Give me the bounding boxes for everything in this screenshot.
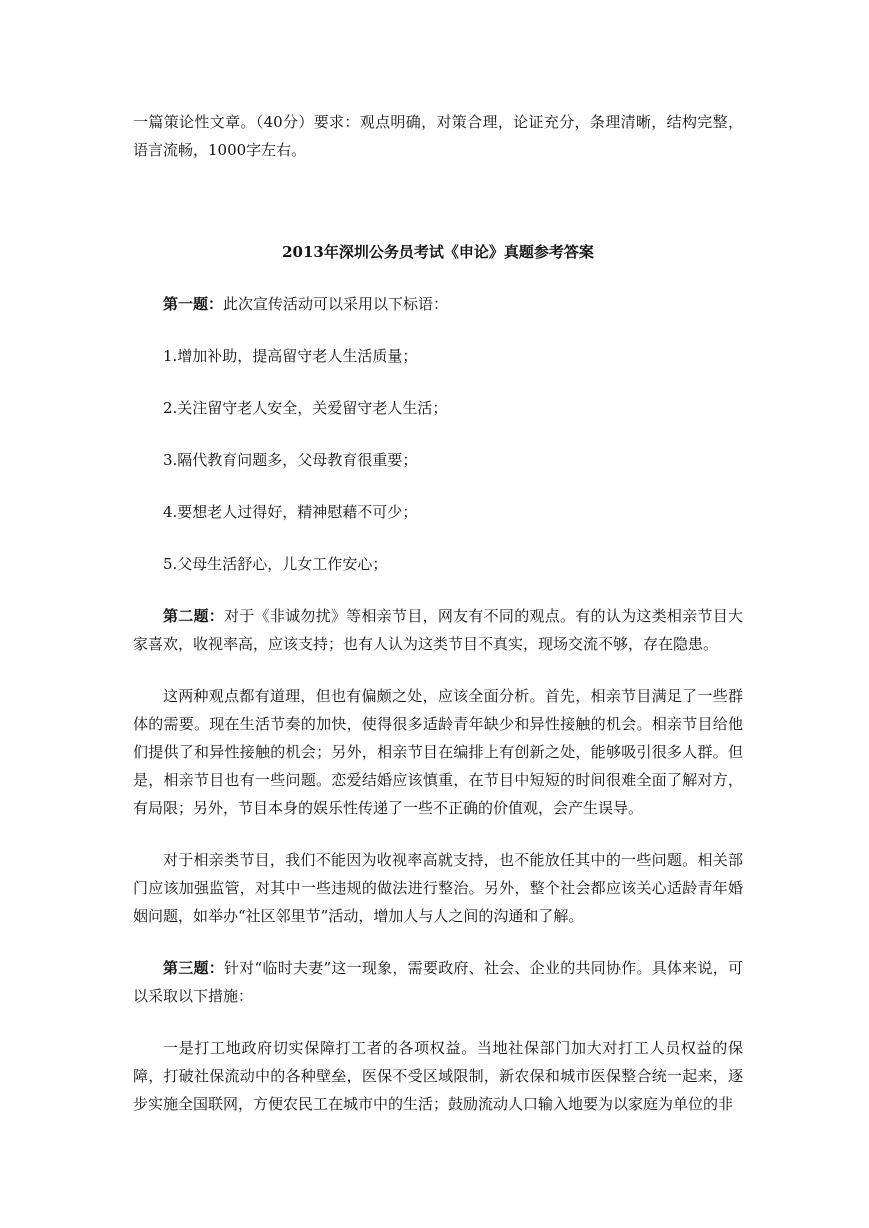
document-body <box>133 108 743 1118</box>
question-1-text: 此次宣传活动可以采用以下标语： <box>223 295 449 313</box>
question-3-paragraph-2: 一是打工地政府切实保障打工者的各项权益。当地社保部门加大对打工人员权益的保障，打破社保流动中的各种壁垒，医保不受区域限制，新农保和城市医保整合统一起来，逐步实施全国联网，方便农民工在城市中的生活；鼓励流动人口输入地要为以家庭为单位的非 <box>133 1039 743 1113</box>
slogan-item-5: 5.父母生活舒心，儿女工作安心； <box>163 555 388 573</box>
question-2-paragraph-1 <box>133 602 743 658</box>
question-1-intro <box>133 290 743 318</box>
slogan-item-4: 4.要想老人过得好，精神慰藉不可少； <box>163 503 418 521</box>
spacer <box>133 578 743 602</box>
spacer <box>133 164 743 238</box>
question-2-paragraph-2: 这两种观点都有道理，但也有偏颇之处，应该全面分析。首先，相亲节目满足了一些群体的需要。现在生活节奏的加快，使得很多适龄青年缺少和异性接触的机会。相亲节目给他们提供了和异性接触的机会；另外，相亲节目在编排上有创新之处，能够吸引很多人群。但是，相亲节目也有一些问题。恋爱结婚应该慎重，在节目中短短的时间很难全面了解对方，有局限；另外，节目本身的娱乐性传递了一些不正确的价值观，会产生误导。 <box>133 687 743 817</box>
intro-paragraph: 一篇策论性文章。（40分）要求：观点明确，对策合理，论证充分，条理清晰，结构完整，语言流畅，1000字左右。 <box>133 113 743 159</box>
spacer <box>133 266 743 290</box>
question-1-label: 第一题： <box>163 295 224 313</box>
spacer <box>133 658 743 682</box>
answer-title: 2013年深圳公务员考试《申论》真题参考答案 <box>282 243 594 261</box>
spacer <box>133 474 743 498</box>
question-3-paragraph-1 <box>133 954 743 1010</box>
slogan-item-3: 3.隔代教育问题多，父母教育很重要； <box>163 451 418 469</box>
slogan-item-1: 1.增加补助，提高留守老人生活质量； <box>163 347 418 365</box>
question-2-label: 第二题： <box>163 607 225 625</box>
spacer <box>133 1010 743 1034</box>
spacer <box>133 930 743 954</box>
question-3-text: 针对“临时夫妻”这一现象，需要政府、社会、企业的共同协作。具体来说，可以采取以下措施： <box>133 959 743 1005</box>
spacer <box>133 318 743 342</box>
spacer <box>133 526 743 550</box>
spacer <box>133 822 743 846</box>
spacer <box>133 422 743 446</box>
spacer <box>133 370 743 394</box>
question-2-paragraph-3: 对于相亲类节目，我们不能因为收视率高就支持，也不能放任其中的一些问题。相关部门应该加强监管，对其中一些违规的做法进行整治。另外，整个社会都应该关心适龄青年婚姻问题，如举办“社区邻里节”活动，增加人与人之间的沟通和了解。 <box>133 851 743 925</box>
slogan-item-2: 2.关注留守老人安全，关爱留守老人生活； <box>163 399 448 417</box>
question-2-text: 对于《非诚勿扰》等相亲节目，网友有不同的观点。有的认为这类相亲节目大家喜欢，收视率高，应该支持；也有人认为这类节目不真实，现场交流不够，存在隐患。 <box>133 607 743 653</box>
question-3-label: 第三题： <box>163 959 225 977</box>
